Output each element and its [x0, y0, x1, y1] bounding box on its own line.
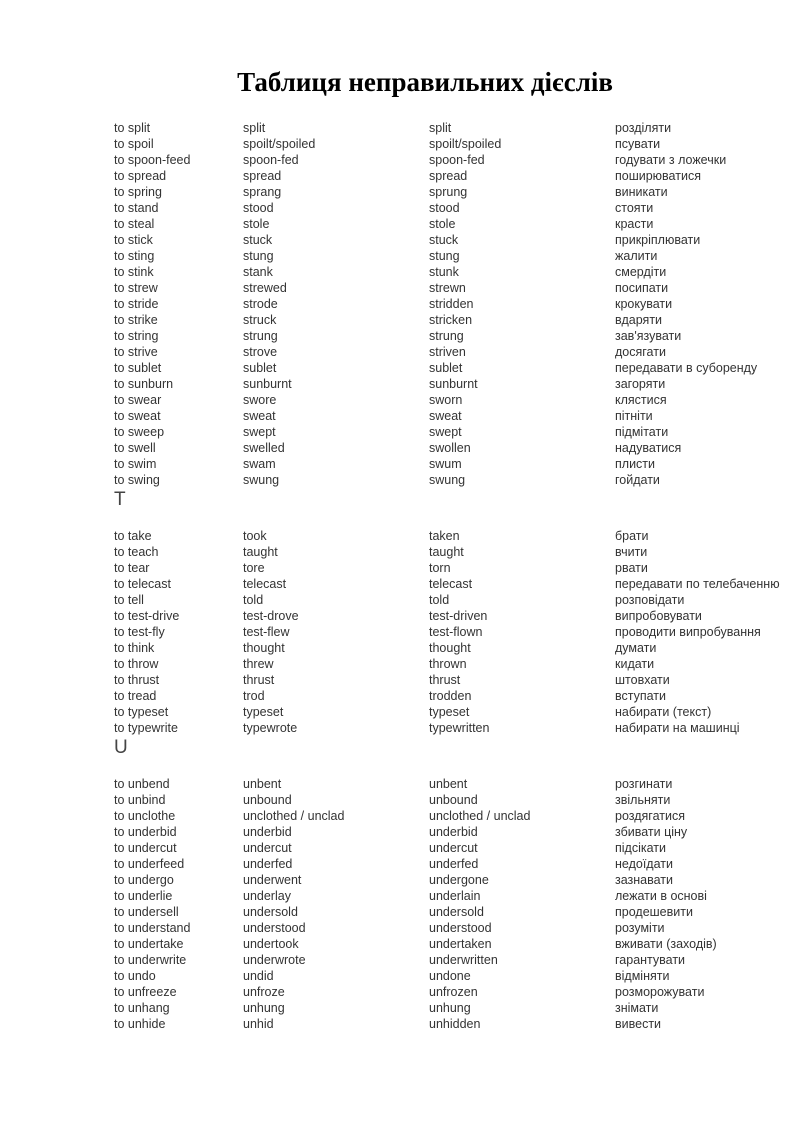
table-row — [114, 904, 794, 920]
infinitive-cell: to undo — [114, 969, 156, 983]
translation-cell: роздягатися — [615, 809, 685, 823]
translation-cell: досягати — [615, 345, 666, 359]
past-participle-cell: test-driven — [429, 609, 488, 623]
table-row — [114, 808, 794, 824]
past-participle-cell: undertaken — [429, 937, 492, 951]
translation-cell: збивати ціну — [615, 825, 688, 839]
past-simple-cell: unhid — [243, 1017, 274, 1031]
infinitive-cell: to underlie — [114, 889, 173, 903]
past-simple-cell: thrust — [243, 673, 275, 687]
past-simple-cell: strewed — [243, 281, 287, 295]
past-participle-cell: sprung — [429, 185, 468, 199]
past-participle-cell: split — [429, 121, 452, 135]
past-participle-cell: stridden — [429, 297, 474, 311]
table-row — [114, 312, 794, 328]
table-row — [114, 952, 794, 968]
table-row — [114, 544, 794, 560]
past-participle-cell: unfrozen — [429, 985, 478, 999]
past-simple-cell: telecast — [243, 577, 287, 591]
infinitive-cell: to swing — [114, 473, 160, 487]
infinitive-cell: to unfreeze — [114, 985, 177, 999]
infinitive-cell: to tear — [114, 561, 150, 575]
table-row — [114, 392, 794, 408]
infinitive-cell: to typeset — [114, 705, 169, 719]
infinitive-cell: to sweat — [114, 409, 161, 423]
past-participle-cell: underlain — [429, 889, 481, 903]
table-row — [114, 640, 794, 656]
past-simple-cell: spoilt/spoiled — [243, 137, 316, 151]
infinitive-cell: to sweep — [114, 425, 165, 439]
past-participle-cell: thought — [429, 641, 471, 655]
table-row — [114, 184, 794, 200]
past-simple-cell: unbent — [243, 777, 282, 791]
past-simple-cell: undid — [243, 969, 274, 983]
past-participle-cell: swung — [429, 473, 466, 487]
infinitive-cell: to swim — [114, 457, 157, 471]
infinitive-cell: to spoil — [114, 137, 154, 151]
past-simple-cell: split — [243, 121, 266, 135]
translation-cell: розповідати — [615, 593, 685, 607]
infinitive-cell: to steal — [114, 217, 155, 231]
past-simple-cell: underbid — [243, 825, 292, 839]
infinitive-cell: to swear — [114, 393, 162, 407]
infinitive-cell: to unbind — [114, 793, 166, 807]
table-row — [114, 216, 794, 232]
translation-cell: звільняти — [615, 793, 671, 807]
past-participle-cell: undergone — [429, 873, 489, 887]
table-row — [114, 984, 794, 1000]
table-row — [114, 360, 794, 376]
past-simple-cell: strode — [243, 297, 278, 311]
table-row — [114, 168, 794, 184]
past-simple-cell: unbound — [243, 793, 292, 807]
past-simple-cell: unhung — [243, 1001, 285, 1015]
infinitive-cell: to understand — [114, 921, 191, 935]
past-participle-cell: thrust — [429, 673, 461, 687]
past-simple-cell: spoon-fed — [243, 153, 299, 167]
past-participle-cell: stuck — [429, 233, 459, 247]
past-simple-cell: swung — [243, 473, 280, 487]
past-simple-cell: underlay — [243, 889, 291, 903]
infinitive-cell: to spring — [114, 185, 162, 199]
translation-cell: відміняти — [615, 969, 670, 983]
translation-cell: прикріплювати — [615, 233, 701, 247]
translation-cell: рвати — [615, 561, 648, 575]
translation-cell: підмітати — [615, 425, 669, 439]
table-row — [114, 776, 794, 792]
translation-cell: випробовувати — [615, 609, 702, 623]
past-participle-cell: undone — [429, 969, 471, 983]
table-row — [114, 704, 794, 720]
past-participle-cell: underwritten — [429, 953, 498, 967]
past-participle-cell: unclothed / unclad — [429, 809, 531, 823]
translation-cell: годувати з ложечки — [615, 153, 727, 167]
translation-cell: передавати по телебаченню — [615, 577, 780, 591]
infinitive-cell: to undercut — [114, 841, 177, 855]
past-simple-cell: stole — [243, 217, 270, 231]
table-row — [114, 688, 794, 704]
infinitive-cell: to spread — [114, 169, 167, 183]
translation-cell: проводити випробування — [615, 625, 761, 639]
table-row — [114, 472, 794, 488]
translation-cell: вивести — [615, 1017, 662, 1031]
table-row — [114, 672, 794, 688]
table-row — [114, 840, 794, 856]
table-row — [114, 560, 794, 576]
past-simple-cell: underfed — [243, 857, 293, 871]
past-participle-cell: underfed — [429, 857, 479, 871]
translation-cell: брати — [615, 529, 649, 543]
table-row — [114, 792, 794, 808]
table-row — [114, 936, 794, 952]
table-row — [114, 456, 794, 472]
past-participle-cell: taught — [429, 545, 464, 559]
translation-cell: зазнавати — [615, 873, 674, 887]
past-simple-cell: unfroze — [243, 985, 285, 999]
translation-cell: виникати — [615, 185, 668, 199]
past-simple-cell: typewrote — [243, 721, 298, 735]
past-participle-cell: typewritten — [429, 721, 490, 735]
table-row — [114, 872, 794, 888]
table-row — [114, 328, 794, 344]
table-row — [114, 968, 794, 984]
translation-cell: передавати в суборенду — [615, 361, 758, 375]
translation-cell: посипати — [615, 281, 669, 295]
translation-cell: недоїдати — [615, 857, 673, 871]
past-simple-cell: threw — [243, 657, 274, 671]
infinitive-cell: to underfeed — [114, 857, 185, 871]
table-row — [114, 656, 794, 672]
infinitive-cell: to undergo — [114, 873, 174, 887]
translation-cell: загоряти — [615, 377, 666, 391]
past-participle-cell: spoon-fed — [429, 153, 485, 167]
translation-cell: кидати — [615, 657, 655, 671]
past-participle-cell: sworn — [429, 393, 463, 407]
infinitive-cell: to sunburn — [114, 377, 174, 391]
translation-cell: гойдати — [615, 473, 660, 487]
past-participle-cell: unbent — [429, 777, 468, 791]
table-row — [114, 608, 794, 624]
table-row — [114, 296, 794, 312]
table-row — [114, 1016, 794, 1032]
table-row — [114, 624, 794, 640]
table-row — [114, 280, 794, 296]
table-row — [114, 592, 794, 608]
past-simple-cell: stung — [243, 249, 274, 263]
past-participle-cell: unbound — [429, 793, 478, 807]
translation-cell: зав'язувати — [615, 329, 682, 343]
past-participle-cell: swollen — [429, 441, 471, 455]
translation-cell: псувати — [615, 137, 661, 151]
infinitive-cell: to unclothe — [114, 809, 176, 823]
past-simple-cell: sublet — [243, 361, 277, 375]
past-simple-cell: underwrote — [243, 953, 306, 967]
infinitive-cell: to swell — [114, 441, 156, 455]
past-simple-cell: typeset — [243, 705, 284, 719]
past-participle-cell: understood — [429, 921, 492, 935]
past-participle-cell: typeset — [429, 705, 470, 719]
translation-cell: набирати на машинці — [615, 721, 740, 735]
past-participle-cell: undersold — [429, 905, 484, 919]
past-participle-cell: stung — [429, 249, 460, 263]
past-simple-cell: struck — [243, 313, 277, 327]
infinitive-cell: to tread — [114, 689, 157, 703]
table-row — [114, 856, 794, 872]
translation-cell: клястися — [615, 393, 667, 407]
table-row — [114, 576, 794, 592]
table-row — [114, 408, 794, 424]
past-simple-cell: underwent — [243, 873, 302, 887]
translation-cell: розуміти — [615, 921, 665, 935]
past-simple-cell: understood — [243, 921, 306, 935]
infinitive-cell: to strike — [114, 313, 158, 327]
infinitive-cell: to tell — [114, 593, 144, 607]
infinitive-cell: to spoon-feed — [114, 153, 191, 167]
past-participle-cell: undercut — [429, 841, 478, 855]
infinitive-cell: to test-fly — [114, 625, 165, 639]
past-simple-cell: told — [243, 593, 264, 607]
infinitive-cell: to teach — [114, 545, 159, 559]
past-simple-cell: thought — [243, 641, 285, 655]
past-participle-cell: test-flown — [429, 625, 483, 639]
past-simple-cell: trod — [243, 689, 265, 703]
past-participle-cell: trodden — [429, 689, 472, 703]
infinitive-cell: to thrust — [114, 673, 160, 687]
infinitive-cell: to take — [114, 529, 152, 543]
past-participle-cell: strewn — [429, 281, 466, 295]
past-simple-cell: undersold — [243, 905, 298, 919]
table-row — [114, 136, 794, 152]
table-row — [114, 248, 794, 264]
past-simple-cell: swam — [243, 457, 276, 471]
infinitive-cell: to sting — [114, 249, 155, 263]
translation-cell: думати — [615, 641, 657, 655]
past-participle-cell: torn — [429, 561, 451, 575]
past-participle-cell: underbid — [429, 825, 478, 839]
translation-cell: набирати (текст) — [615, 705, 712, 719]
translation-cell: розгинати — [615, 777, 673, 791]
past-participle-cell: spread — [429, 169, 468, 183]
translation-cell: розморожувати — [615, 985, 705, 999]
table-row — [114, 720, 794, 736]
translation-cell: лежати в основі — [615, 889, 707, 903]
infinitive-cell: to stink — [114, 265, 154, 279]
past-simple-cell: sprang — [243, 185, 282, 199]
translation-cell: вдаряти — [615, 313, 663, 327]
section-letter-heading: U — [114, 737, 128, 758]
past-simple-cell: undertook — [243, 937, 299, 951]
table-row — [114, 200, 794, 216]
past-participle-cell: sunburnt — [429, 377, 478, 391]
past-participle-cell: swum — [429, 457, 462, 471]
past-participle-cell: taken — [429, 529, 460, 543]
past-participle-cell: thrown — [429, 657, 467, 671]
infinitive-cell: to stick — [114, 233, 153, 247]
past-participle-cell: spoilt/spoiled — [429, 137, 502, 151]
translation-cell: знімати — [615, 1001, 659, 1015]
past-participle-cell: striven — [429, 345, 466, 359]
section-letter-heading: T — [114, 489, 126, 510]
past-participle-cell: telecast — [429, 577, 473, 591]
table-row — [114, 824, 794, 840]
past-simple-cell: sunburnt — [243, 377, 292, 391]
infinitive-cell: to strive — [114, 345, 158, 359]
translation-cell: підсікати — [615, 841, 666, 855]
table-row — [114, 528, 794, 544]
infinitive-cell: to unhide — [114, 1017, 166, 1031]
table-row — [114, 920, 794, 936]
past-simple-cell: stuck — [243, 233, 273, 247]
table-row — [114, 264, 794, 280]
translation-cell: гарантувати — [615, 953, 686, 967]
infinitive-cell: to unhang — [114, 1001, 170, 1015]
infinitive-cell: to throw — [114, 657, 159, 671]
translation-cell: штовхати — [615, 673, 670, 687]
page-title: Таблиця неправильних дієслів — [237, 67, 613, 97]
past-simple-cell: unclothed / unclad — [243, 809, 345, 823]
past-participle-cell: sweat — [429, 409, 462, 423]
verb-table — [114, 120, 794, 1032]
infinitive-cell: to telecast — [114, 577, 171, 591]
table-row — [114, 1000, 794, 1016]
infinitive-cell: to stand — [114, 201, 159, 215]
table-row — [114, 232, 794, 248]
past-simple-cell: spread — [243, 169, 282, 183]
table-row — [114, 344, 794, 360]
translation-cell: поширюватися — [615, 169, 701, 183]
infinitive-cell: to string — [114, 329, 159, 343]
infinitive-cell: to sublet — [114, 361, 162, 375]
translation-cell: пітніти — [615, 409, 653, 423]
past-participle-cell: unhung — [429, 1001, 471, 1015]
past-simple-cell: stank — [243, 265, 273, 279]
past-simple-cell: test-drove — [243, 609, 299, 623]
past-simple-cell: sweat — [243, 409, 276, 423]
translation-cell: смердіти — [615, 265, 667, 279]
translation-cell: жалити — [615, 249, 658, 263]
translation-cell: розділяти — [615, 121, 672, 135]
infinitive-cell: to unbend — [114, 777, 170, 791]
infinitive-cell: to stride — [114, 297, 159, 311]
past-simple-cell: stood — [243, 201, 274, 215]
translation-cell: надуватися — [615, 441, 682, 455]
infinitive-cell: to think — [114, 641, 155, 655]
past-participle-cell: swept — [429, 425, 462, 439]
past-simple-cell: tore — [243, 561, 265, 575]
past-participle-cell: stood — [429, 201, 460, 215]
infinitive-cell: to undertake — [114, 937, 184, 951]
infinitive-cell: to split — [114, 121, 151, 135]
past-participle-cell: strung — [429, 329, 464, 343]
infinitive-cell: to typewrite — [114, 721, 178, 735]
infinitive-cell: to strew — [114, 281, 158, 295]
past-simple-cell: took — [243, 529, 267, 543]
past-simple-cell: strove — [243, 345, 278, 359]
past-simple-cell: swept — [243, 425, 276, 439]
past-simple-cell: strung — [243, 329, 278, 343]
table-row — [114, 424, 794, 440]
table-row — [114, 152, 794, 168]
infinitive-cell: to underbid — [114, 825, 177, 839]
table-row — [114, 120, 794, 136]
translation-cell: вживати (заходів) — [615, 937, 717, 951]
past-simple-cell: swelled — [243, 441, 285, 455]
translation-cell: продешевити — [615, 905, 693, 919]
past-simple-cell: test-flew — [243, 625, 290, 639]
translation-cell: плисти — [615, 457, 656, 471]
past-participle-cell: stricken — [429, 313, 473, 327]
infinitive-cell: to undersell — [114, 905, 179, 919]
table-row — [114, 888, 794, 904]
past-simple-cell: undercut — [243, 841, 292, 855]
past-simple-cell: taught — [243, 545, 278, 559]
past-participle-cell: stole — [429, 217, 456, 231]
infinitive-cell: to underwrite — [114, 953, 187, 967]
past-simple-cell: swore — [243, 393, 277, 407]
past-participle-cell: unhidden — [429, 1017, 481, 1031]
past-participle-cell: told — [429, 593, 450, 607]
translation-cell: стояти — [615, 201, 654, 215]
table-row — [114, 376, 794, 392]
table-row — [114, 440, 794, 456]
translation-cell: вчити — [615, 545, 648, 559]
past-participle-cell: sublet — [429, 361, 463, 375]
translation-cell: крокувати — [615, 297, 673, 311]
translation-cell: красти — [615, 217, 654, 231]
translation-cell: вступати — [615, 689, 667, 703]
infinitive-cell: to test-drive — [114, 609, 180, 623]
past-participle-cell: stunk — [429, 265, 459, 279]
